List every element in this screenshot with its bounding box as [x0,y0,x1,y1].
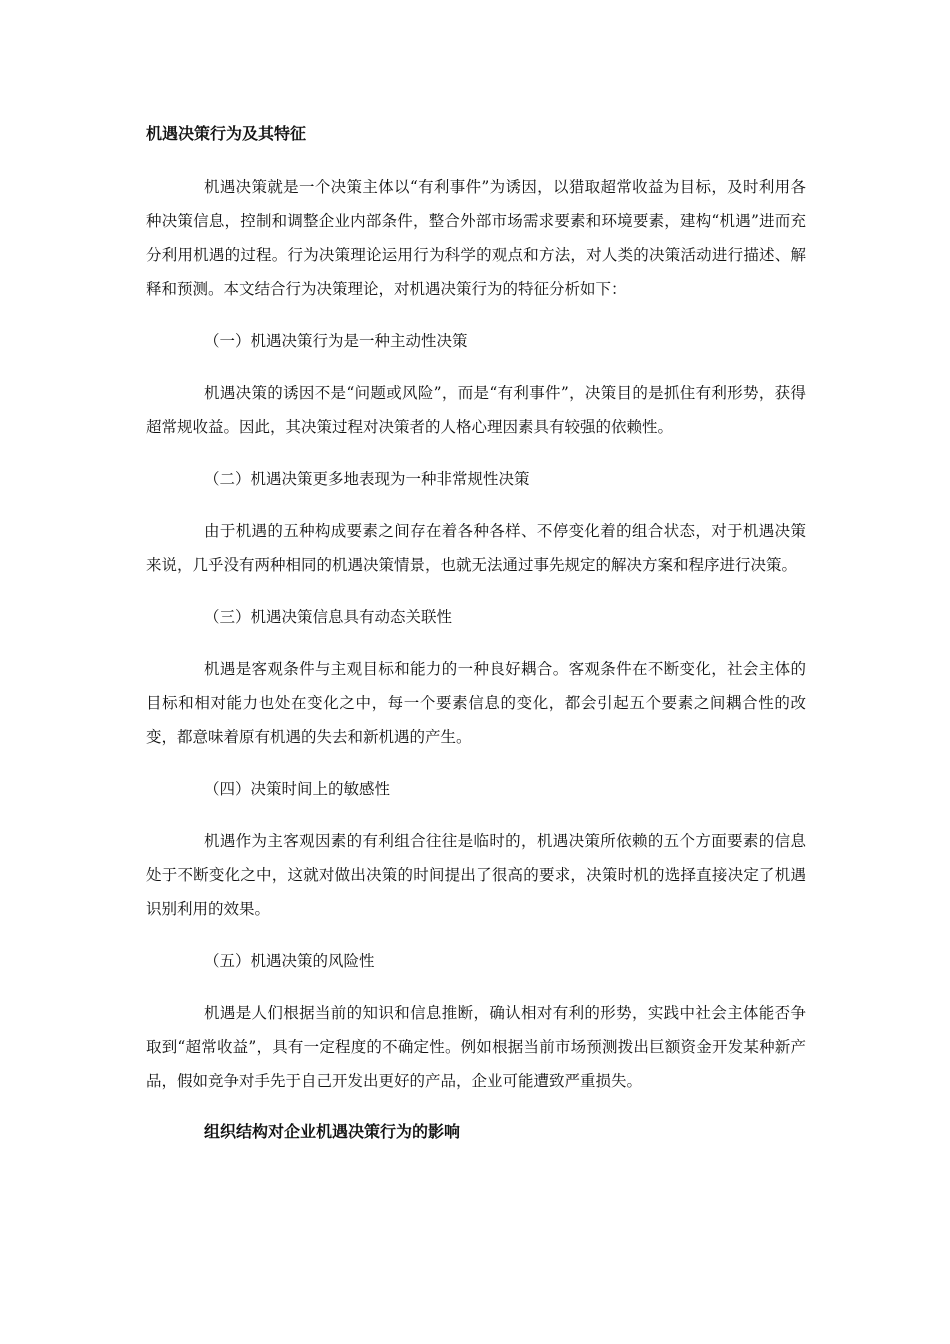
section-body: 由于机遇的五种构成要素之间存在着各种各样、不停变化着的组合状态，对于机遇决策来说，几乎没有两种相同的机遇决策情景，也就无法通过事先规定的解决方案和程序进行决策。 [146,522,806,574]
intro-paragraph: 机遇决策就是一个决策主体以“有利事件”为诱因，以猎取超常收益为目标，及时利用各种决策信息，控制和调整企业内部条件，整合外部市场需求要素和环境要素，建构“机遇”进而充分利用机遇的过程。行为决策理论运用行为科学的观点和方法，对人类的决策活动进行描述、解释和预测。本文结合行为决策理论，对机遇决策行为的特征分析如下： [146,178,806,298]
section-body: 机遇决策的诱因不是“问题或风险”，而是“有利事件”，决策目的是抓住有利形势，获得超常规收益。因此，其决策过程对决策者的人格心理因素具有较强的依赖性。 [146,384,806,436]
document-page [146,118,806,1148]
section-heading: （四）决策时间上的敏感性 [204,780,391,798]
section-heading: （一）机遇决策行为是一种主动性决策 [204,332,468,350]
section-heading: （二）机遇决策更多地表现为一种非常规性决策 [204,470,530,488]
section-3 [146,600,806,754]
section-4 [146,772,806,926]
section-body: 机遇是人们根据当前的知识和信息推断，确认相对有利的形势，实践中社会主体能否争取到“超常收益”，具有一定程度的不确定性。例如根据当前市场预测拨出巨额资金开发某种新产品，假如竞争对手先于自己开发出更好的产品，企业可能遭致严重损失。 [146,1004,806,1090]
section-heading: （三）机遇决策信息具有动态关联性 [204,608,453,626]
section-body: 机遇作为主客观因素的有利组合往往是临时的，机遇决策所依赖的五个方面要素的信息处于不断变化之中，这就对做出决策的时间提出了很高的要求，决策时机的选择直接决定了机遇识别利用的效果。 [146,832,806,918]
section-2 [146,462,806,582]
next-section-title: 组织结构对企业机遇决策行为的影响 [204,1122,461,1141]
section-body: 机遇是客观条件与主观目标和能力的一种良好耦合。客观条件在不断变化，社会主体的目标和相对能力也处在变化之中，每一个要素信息的变化，都会引起五个要素之间耦合性的改变，都意味着原有机遇的失去和新机遇的产生。 [146,660,806,746]
section-1 [146,324,806,444]
document-title: 机遇决策行为及其特征 [146,124,307,143]
section-5 [146,944,806,1098]
section-heading: （五）机遇决策的风险性 [204,952,375,970]
